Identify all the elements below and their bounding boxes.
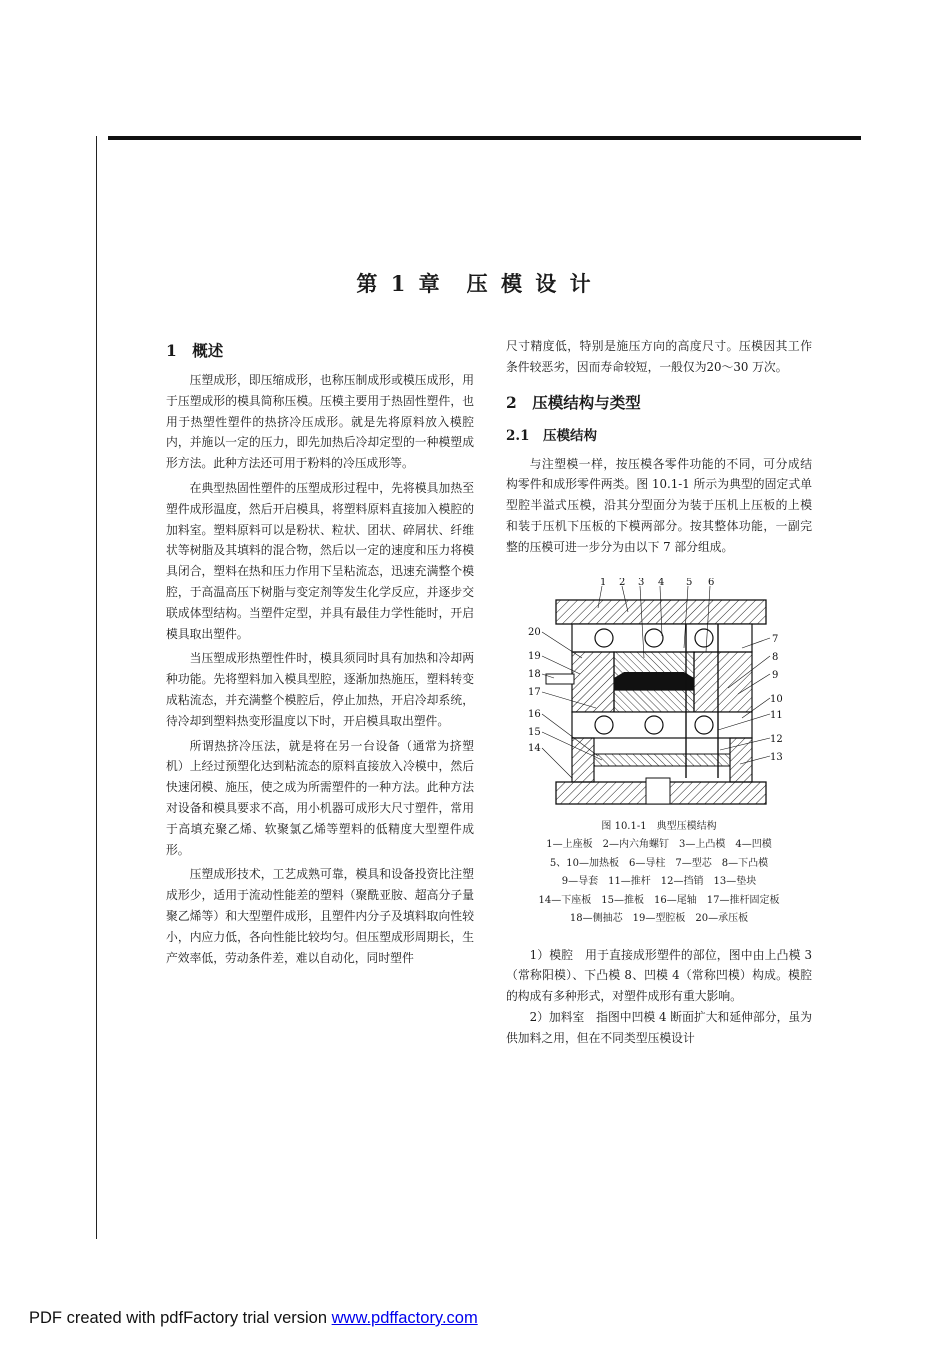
tail-shaft	[646, 778, 670, 804]
figure-label: 14	[528, 742, 541, 754]
figure-label: 3	[638, 577, 645, 588]
figure-caption	[506, 818, 812, 929]
figure-label: 11	[770, 709, 783, 721]
paragraph: 在典型热固性塑件的压塑成形过程中，先将模具加热至塑件成形温度，然后开启模具，将塑料原料直接加入模腔的加料室。塑料原料可以是粉状、粒状、团状、碎屑状、纤维状等树脂及其填料的混合物，然后以一定的速度和压力将模具闭合，塑料在热和压力作用下呈粘流态，迅速充满整个模腔，于高温高压下树脂与变定剂等发生化学反应，并逐步交联成体型结构。当塑件定型，并具有最佳力学性能时，开启模具取出塑件。	[166, 480, 474, 641]
paragraph: 当压塑成形热塑性件时，模具须同时具有加热和冷却两种功能。先将塑料加入模具型腔，逐渐加热施压，塑料转变成粘流态，并充满整个模腔后，停止加热，开启冷却系统，待冷却到塑料热变形温度以下时，开启模具取出塑件。	[166, 651, 474, 728]
figure-label: 16	[528, 708, 541, 720]
figure-label: 10	[770, 693, 783, 705]
paragraph: 所谓热挤冷压法，就是将在另一台设备（通常为挤塑机）上经过预塑化达到粘流态的原料直接放入冷模中，然后快速闭模、施压，使之成为所需塑件的一种方法。此种方法对设备和模具要求不高，用小机器可成形大尺寸塑件，常用于高填充聚乙烯、软聚氯乙烯等塑料的低精度大型塑件成形。	[166, 738, 474, 857]
paragraph-continued: 尺寸精度低，特别是施压方向的高度尺寸。压模因其工作条件较恶劣，因而寿命较短，一般仅为20～30 万次。	[506, 339, 812, 374]
figure-label: 17	[528, 686, 541, 698]
lower-punch	[614, 690, 694, 712]
figure-legend-line: 1—上座板 2—内六角螺钉 3—上凸模 4—凹模	[546, 839, 772, 851]
figure-label: 7	[772, 633, 779, 645]
right-column	[506, 336, 812, 1049]
figure-label: 4	[658, 577, 665, 588]
list-item: 2）加料室 指图中凹模 4 断面扩大和延伸部分，虽为供加料之用，但在不同类型压模设计	[506, 1009, 812, 1045]
figure-label: 1	[600, 577, 607, 588]
top-rule	[108, 136, 861, 140]
figure-legend-line: 14—下座板 15—推板 16—尾轴 17—推杆固定板	[538, 894, 780, 906]
figure-legend-line: 5、10—加热板 6—导柱 7—型芯 8—下凸模	[549, 857, 769, 869]
figure-caption-title: 图 10.1-1 典型压模结构	[601, 820, 717, 832]
paragraph: 压塑成形技术，工艺成熟可靠，模具和设备投资比注塑成形少，适用于流动性能差的塑料（聚酰亚胺、超高分子量聚乙烯等）和大型塑件成形，且塑件内分子及填料取向性较小，内应力低，各向性能比较均匀。但压塑成形周期长，生产效率低，劳动条件差，难以自动化，同时塑件	[166, 867, 474, 965]
section-1-heading: 1 概述	[166, 341, 224, 360]
chapter-title: 第 1 章 压 模 设 计	[356, 271, 594, 296]
left-margin-rule	[96, 136, 97, 1239]
mold-drawing	[542, 586, 770, 804]
figure-label: 8	[772, 651, 779, 663]
figure-label: 2	[619, 577, 626, 588]
paragraph: 与注塑模一样，按压模各零件功能的不同，可分成结构零件和成形零件两类。图 10.1-1 所示为典型的固定式单型腔半溢式压模，沿其分型面分为装于压机上压板的上模和装于压机下压板的下模两部分。按其整体功能，一副完整的压模可进一步分为由以下 7 部分组成。	[506, 456, 812, 554]
figure-label: 12	[770, 733, 783, 745]
paragraph: 压塑成形，即压缩成形，也称压制成形或模压成形，用于压塑成形的模具简称压模。压模主要用于热固性塑件，也用于热塑性塑件的热挤冷压成形。就是先将原料放入模腔内，并施以一定的压力，即先加热后冷却定型的一种模塑成形方法。此种方法还可用于粉料的冷压成形等。	[166, 373, 474, 471]
cavity-plate-right	[694, 652, 752, 712]
side-core	[546, 674, 574, 684]
figure-label: 6	[708, 577, 715, 588]
molded-part	[614, 672, 694, 690]
figure-legend-line: 9—导套 11—推杆 12—挡销 13—垫块	[561, 876, 757, 888]
figure-legend-line: 18—侧抽芯 19—型腔板 20—承压板	[569, 913, 749, 925]
figure-label: 20	[528, 626, 541, 638]
ejector-plate	[594, 754, 730, 766]
footer-link[interactable]: www.pdffactory.com	[331, 1309, 478, 1327]
figure-label: 5	[686, 577, 693, 588]
footer-text: PDF created with pdfFactory trial version	[29, 1309, 332, 1327]
figure-label: 18	[528, 668, 541, 680]
figure-label: 9	[772, 669, 779, 681]
mold-structure-figure	[506, 578, 812, 810]
figure-label: 15	[528, 726, 541, 738]
section-2-heading: 2 压模结构与类型	[506, 392, 641, 412]
pdf-footer	[29, 1309, 478, 1328]
figure-label: 19	[528, 650, 541, 662]
list-item: 1）模腔 用于直接成形塑件的部位，图中由上凸模 3（常称阳模）、下凸模 8、凹模 4（常称凹模）构成。模腔的构成有多种形式，对塑件成形有重大影响。	[506, 947, 812, 1004]
figure-label: 13	[770, 751, 783, 763]
spacer-block-right	[730, 738, 752, 782]
subsection-2-1-heading: 2.1 压模结构	[506, 427, 597, 444]
left-column	[166, 340, 474, 968]
mold-diagram	[506, 578, 812, 810]
